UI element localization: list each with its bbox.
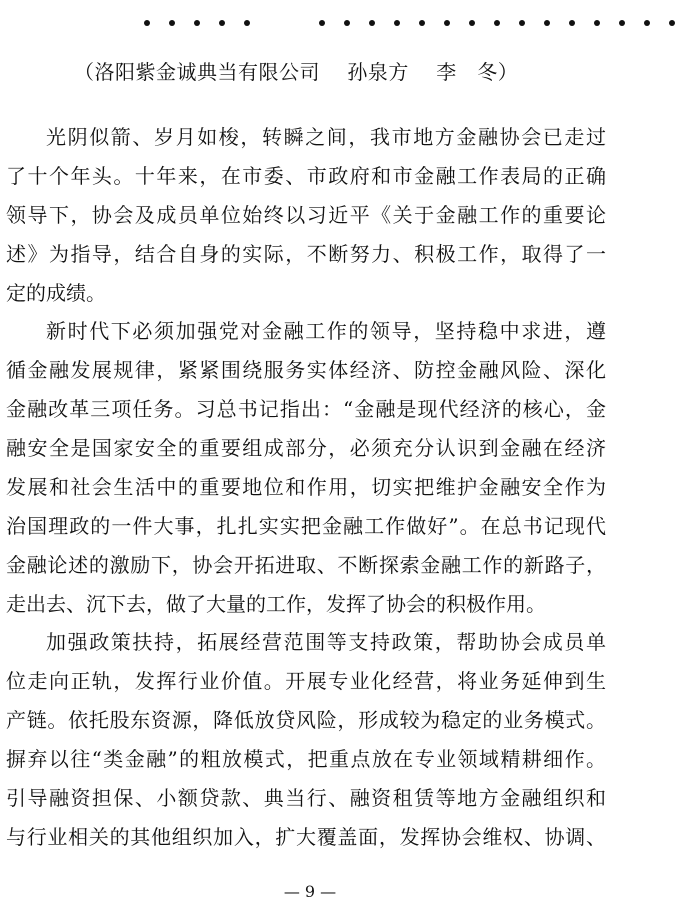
divider-dot bbox=[669, 20, 675, 26]
paragraph-3-line-5: 引导融资担保、小额贷款、典当行、融资租赁等地方金融组织和 bbox=[6, 786, 606, 810]
paragraph-1-line-4: 述》为指导，结合自身的实际，不断努力、积极工作，取得了一 bbox=[6, 242, 606, 266]
paragraph-3-line-1: 加强政策扶持，拓展经营范围等支持政策，帮助协会成员单 bbox=[46, 630, 606, 654]
paragraph-1-line-3: 领导下，协会及成员单位始终以习近平《关于金融工作的重要论 bbox=[6, 203, 606, 227]
divider-dot bbox=[644, 20, 650, 26]
divider-dot bbox=[569, 20, 575, 26]
page-number: — 9 — bbox=[283, 882, 337, 901]
divider-dot bbox=[544, 20, 550, 26]
divider-dot bbox=[319, 20, 325, 26]
paragraph-2-line-3: 金融改革三项任务。习总书记指出：“金融是现代经济的核心，金 bbox=[6, 397, 606, 421]
divider-dot bbox=[369, 20, 375, 26]
divider-dot bbox=[169, 20, 175, 26]
divider-dot bbox=[469, 20, 475, 26]
paragraph-2-line-6: 治国理政的一件大事，扎扎实实把金融工作做好”。在总书记现代 bbox=[6, 514, 606, 538]
paragraph-2-line-7: 金融论述的激励下，协会开拓进取、不断探索金融工作的新路子， bbox=[6, 553, 606, 577]
paragraph-1-line-5: 定的成绩。 bbox=[6, 281, 106, 305]
divider-dot bbox=[394, 20, 400, 26]
divider-dot bbox=[194, 20, 200, 26]
divider-dot bbox=[244, 20, 250, 26]
divider-dot bbox=[619, 20, 625, 26]
paragraph-3-line-6: 与行业相关的其他组织加入，扩大覆盖面，发挥协会维权、协调、 bbox=[6, 825, 606, 849]
divider-dot bbox=[444, 20, 450, 26]
paragraph-2-line-2: 循金融发展规律，紧紧围绕服务实体经济、防控金融风险、深化 bbox=[6, 358, 606, 382]
paragraph-1-line-1: 光阴似箭、岁月如梭，转瞬之间，我市地方金融协会已走过 bbox=[46, 125, 606, 149]
author-byline: （洛阳紫金诚典当有限公司 孙泉方 李 冬） bbox=[74, 60, 519, 84]
divider-dot bbox=[144, 20, 150, 26]
divider-dot bbox=[219, 20, 225, 26]
divider-dot bbox=[519, 20, 525, 26]
divider-dot bbox=[419, 20, 425, 26]
paragraph-3-line-3: 产链。依托股东资源，降低放贷风险，形成较为稳定的业务模式。 bbox=[6, 708, 606, 732]
divider-dot bbox=[594, 20, 600, 26]
paragraph-1-line-2: 了十个年头。十年来，在市委、市政府和市金融工作表局的正确 bbox=[6, 164, 606, 188]
divider-dot bbox=[344, 20, 350, 26]
paragraph-2-line-1: 新时代下必须加强党对金融工作的领导，坚持稳中求进，遵 bbox=[46, 319, 606, 343]
paragraph-2-line-8: 走出去、沉下去，做了大量的工作，发挥了协会的积极作用。 bbox=[6, 592, 546, 616]
paragraph-2-line-5: 发展和社会生活中的重要地位和作用，切实把维护金融安全作为 bbox=[6, 475, 606, 499]
paragraph-3-line-2: 位走向正轨，发挥行业价值。开展专业化经营，将业务延伸到生 bbox=[6, 669, 606, 693]
decorative-dot-divider bbox=[0, 0, 700, 40]
divider-dot bbox=[494, 20, 500, 26]
paragraph-2-line-4: 融安全是国家安全的重要组成部分，必须充分认识到金融在经济 bbox=[6, 436, 606, 460]
paragraph-3-line-4: 摒弃以往“类金融”的粗放模式，把重点放在专业领域精耕细作。 bbox=[6, 747, 606, 771]
